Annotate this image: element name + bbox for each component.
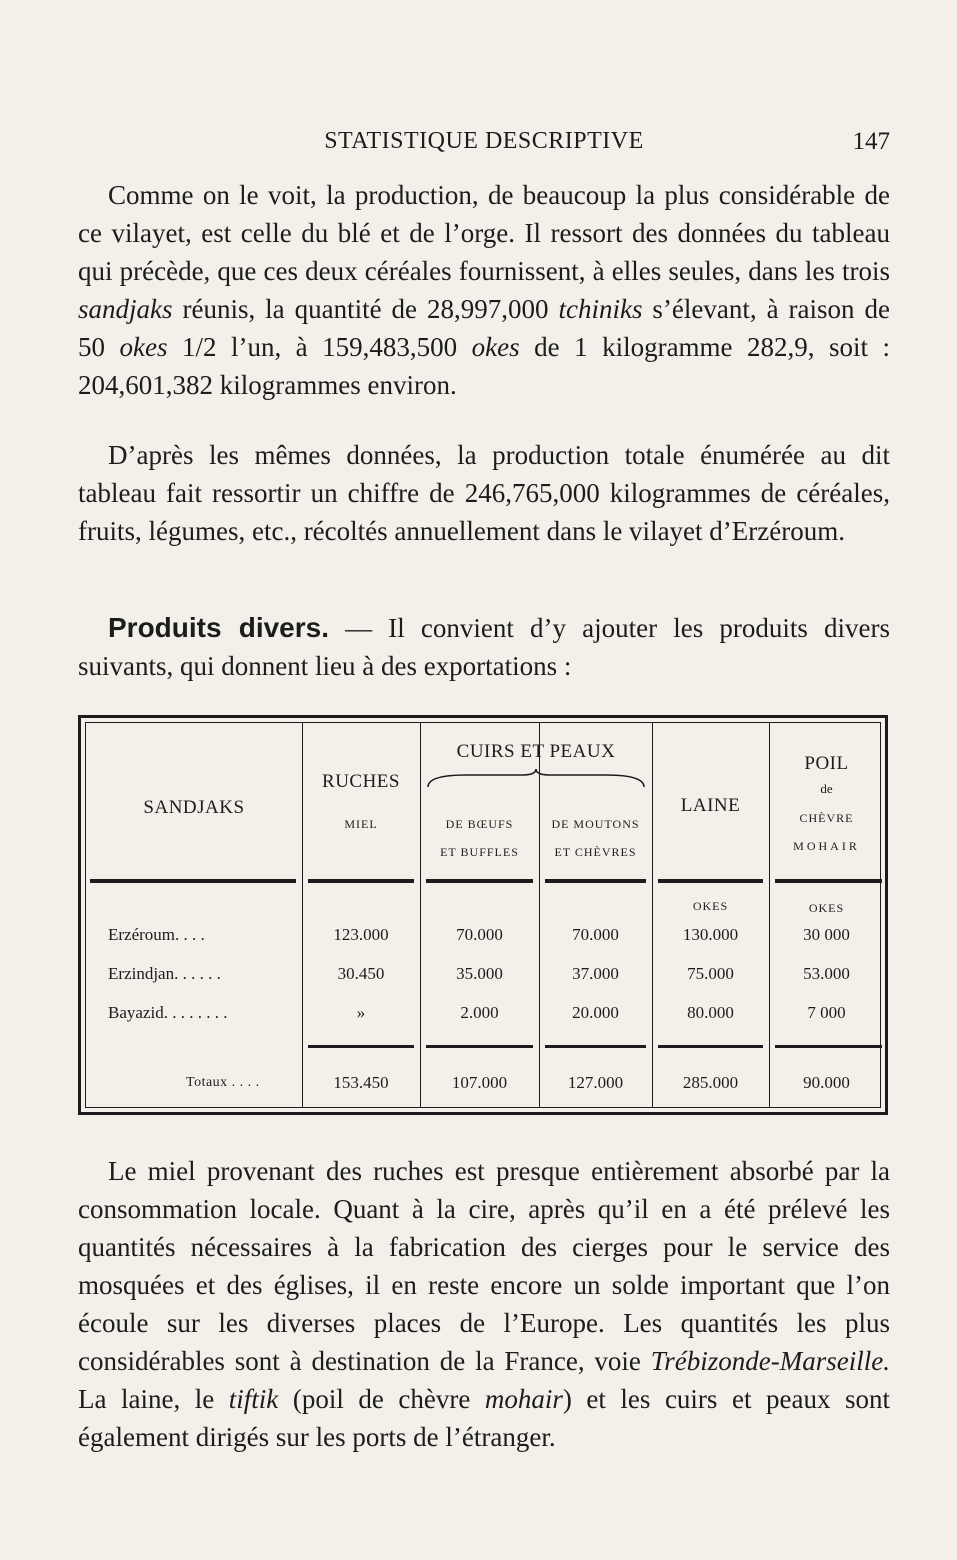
total-cell: 153.450	[333, 1073, 389, 1092]
totals-rule	[426, 1045, 533, 1048]
table-cell: 53.000	[803, 964, 850, 983]
italic-term: Trébizonde-Marseille.	[650, 1346, 890, 1376]
text-run: Le miel provenant des ruches est presque entièrement absorbé par la consommation locale. Quant à la cire, après qu’il en a été prélevé les quantités nécessaires à la fabrication des cierges pour le service des mosquées et des églises, il en reste encore un solde important que l’on écoule sur les diverses places de l’Europe. Les quantités les plus considérables sont à destination de la France, voie	[78, 1156, 890, 1376]
totals-rule	[658, 1045, 763, 1048]
header-boeufs-1: DE BŒUFS	[445, 817, 514, 831]
italic-term: sandjaks	[78, 294, 173, 324]
text-run: réunis, la quantité de 28,997,000	[172, 294, 559, 324]
table-cell: 7 000	[807, 1003, 846, 1022]
running-head	[78, 128, 890, 164]
paragraph-production	[78, 176, 890, 404]
table-cell: 130.000	[682, 925, 739, 944]
page-number: 147	[852, 128, 890, 155]
italic-term: mohair	[484, 1384, 563, 1414]
header-moutons-1: DE MOUTONS	[551, 817, 640, 831]
paragraph-produits-divers	[78, 609, 890, 685]
header-rule	[775, 879, 882, 883]
table-cell: 35.000	[456, 964, 503, 983]
table-cell: 70.000	[572, 925, 619, 944]
table-cell: »	[356, 1003, 366, 1022]
total-cell: 90.000	[803, 1073, 850, 1092]
totals-rule	[308, 1045, 414, 1048]
header-rule	[90, 879, 296, 883]
row-name-bayazid: Bayazid. . . . . . . .	[108, 1003, 228, 1022]
header-cuirs-peaux: CUIRS ET PEAUX	[456, 741, 616, 762]
header-poil: POIL	[804, 753, 849, 774]
italic-term: okes	[471, 332, 520, 362]
header-sandjaks: SANDJAKS	[143, 797, 245, 818]
italic-term: okes	[119, 332, 168, 362]
total-cell: 285.000	[682, 1073, 739, 1092]
unit-poil: OKES	[808, 901, 845, 915]
table-cell: 123.000	[333, 925, 389, 944]
text-run: ) et les cuirs et peaux sont également dirigés sur les ports de l’étranger.	[78, 1384, 890, 1452]
table-inner-frame	[85, 722, 881, 1108]
row-name-erzindjan: Erzindjan. . . . . .	[108, 964, 221, 983]
column-divider	[652, 723, 653, 1107]
running-title: STATISTIQUE DESCRIPTIVE	[324, 128, 644, 154]
table-cell: 37.000	[572, 964, 619, 983]
table-cell: 30.450	[337, 964, 385, 983]
paragraph-total-production: D’après les mêmes données, la production totale énumérée au dit tableau fait ressortir un chiffre de 246,765,000 kilogrammes de céréales, fruits, légumes, etc., récoltés annuellement dans le vilayet d’Erzéroum.	[78, 440, 890, 546]
column-divider	[420, 723, 421, 1107]
header-mohair: MOHAIR	[793, 839, 860, 853]
total-cell: 107.000	[451, 1073, 508, 1092]
text-run: La laine, le	[78, 1384, 229, 1414]
header-boeufs-2: ET BUFFLES	[440, 845, 519, 859]
table-cell: 30 000	[803, 925, 850, 944]
header-chevre: CHÈVRE	[799, 811, 854, 825]
header-rule	[308, 879, 414, 883]
header-laine: LAINE	[680, 795, 741, 816]
paragraph-miel	[78, 1152, 890, 1456]
header-rule	[545, 879, 646, 883]
table-cell: 20.000	[572, 1003, 619, 1022]
table-cell: 70.000	[456, 925, 503, 944]
text-run: — Il convient d’y ajouter les produits divers suivants, qui donnent lieu à des exportations :	[78, 613, 890, 681]
table-cell: 75.000	[687, 964, 734, 983]
text-run: de 1 kilogramme 282,9, soit : 204,601,382 kilogrammes environ.	[78, 332, 891, 400]
section-heading: Produits divers.	[108, 612, 329, 643]
text-run: Comme on le voit, la production, de beaucoup la plus considérable de ce vilayet, est celle du blé et de l’orge. Il ressort des données du tableau qui précède, que ces deux céréales fournissent, à elles seules, dans les trois	[78, 180, 890, 286]
text-run: (poil de chèvre	[278, 1384, 485, 1414]
products-table	[78, 715, 888, 1115]
italic-term: tiftik	[228, 1384, 279, 1414]
unit-laine: OKES	[692, 899, 729, 913]
totals-rule	[545, 1045, 646, 1048]
table-cell: 2.000	[460, 1003, 499, 1022]
totals-label: Totaux . . . .	[186, 1075, 260, 1090]
header-miel: MIEL	[344, 817, 378, 831]
header-moutons-2: ET CHÈVRES	[554, 845, 637, 859]
totals-rule	[775, 1045, 882, 1048]
table-cell: 80.000	[687, 1003, 734, 1022]
row-name-erzeroum: Erzéroum. . . .	[108, 925, 205, 944]
header-ruches: RUCHES	[322, 771, 400, 792]
italic-term: tchiniks	[558, 294, 643, 324]
header-rule	[426, 879, 533, 883]
header-rule	[658, 879, 763, 883]
text-run: 1/2 l’un, à 159,483,500	[167, 332, 472, 362]
text-run: s’élevant, à raison de 50	[78, 294, 890, 362]
brace-icon	[426, 769, 646, 791]
total-cell: 127.000	[567, 1073, 624, 1092]
header-poil-de: de	[820, 781, 833, 796]
